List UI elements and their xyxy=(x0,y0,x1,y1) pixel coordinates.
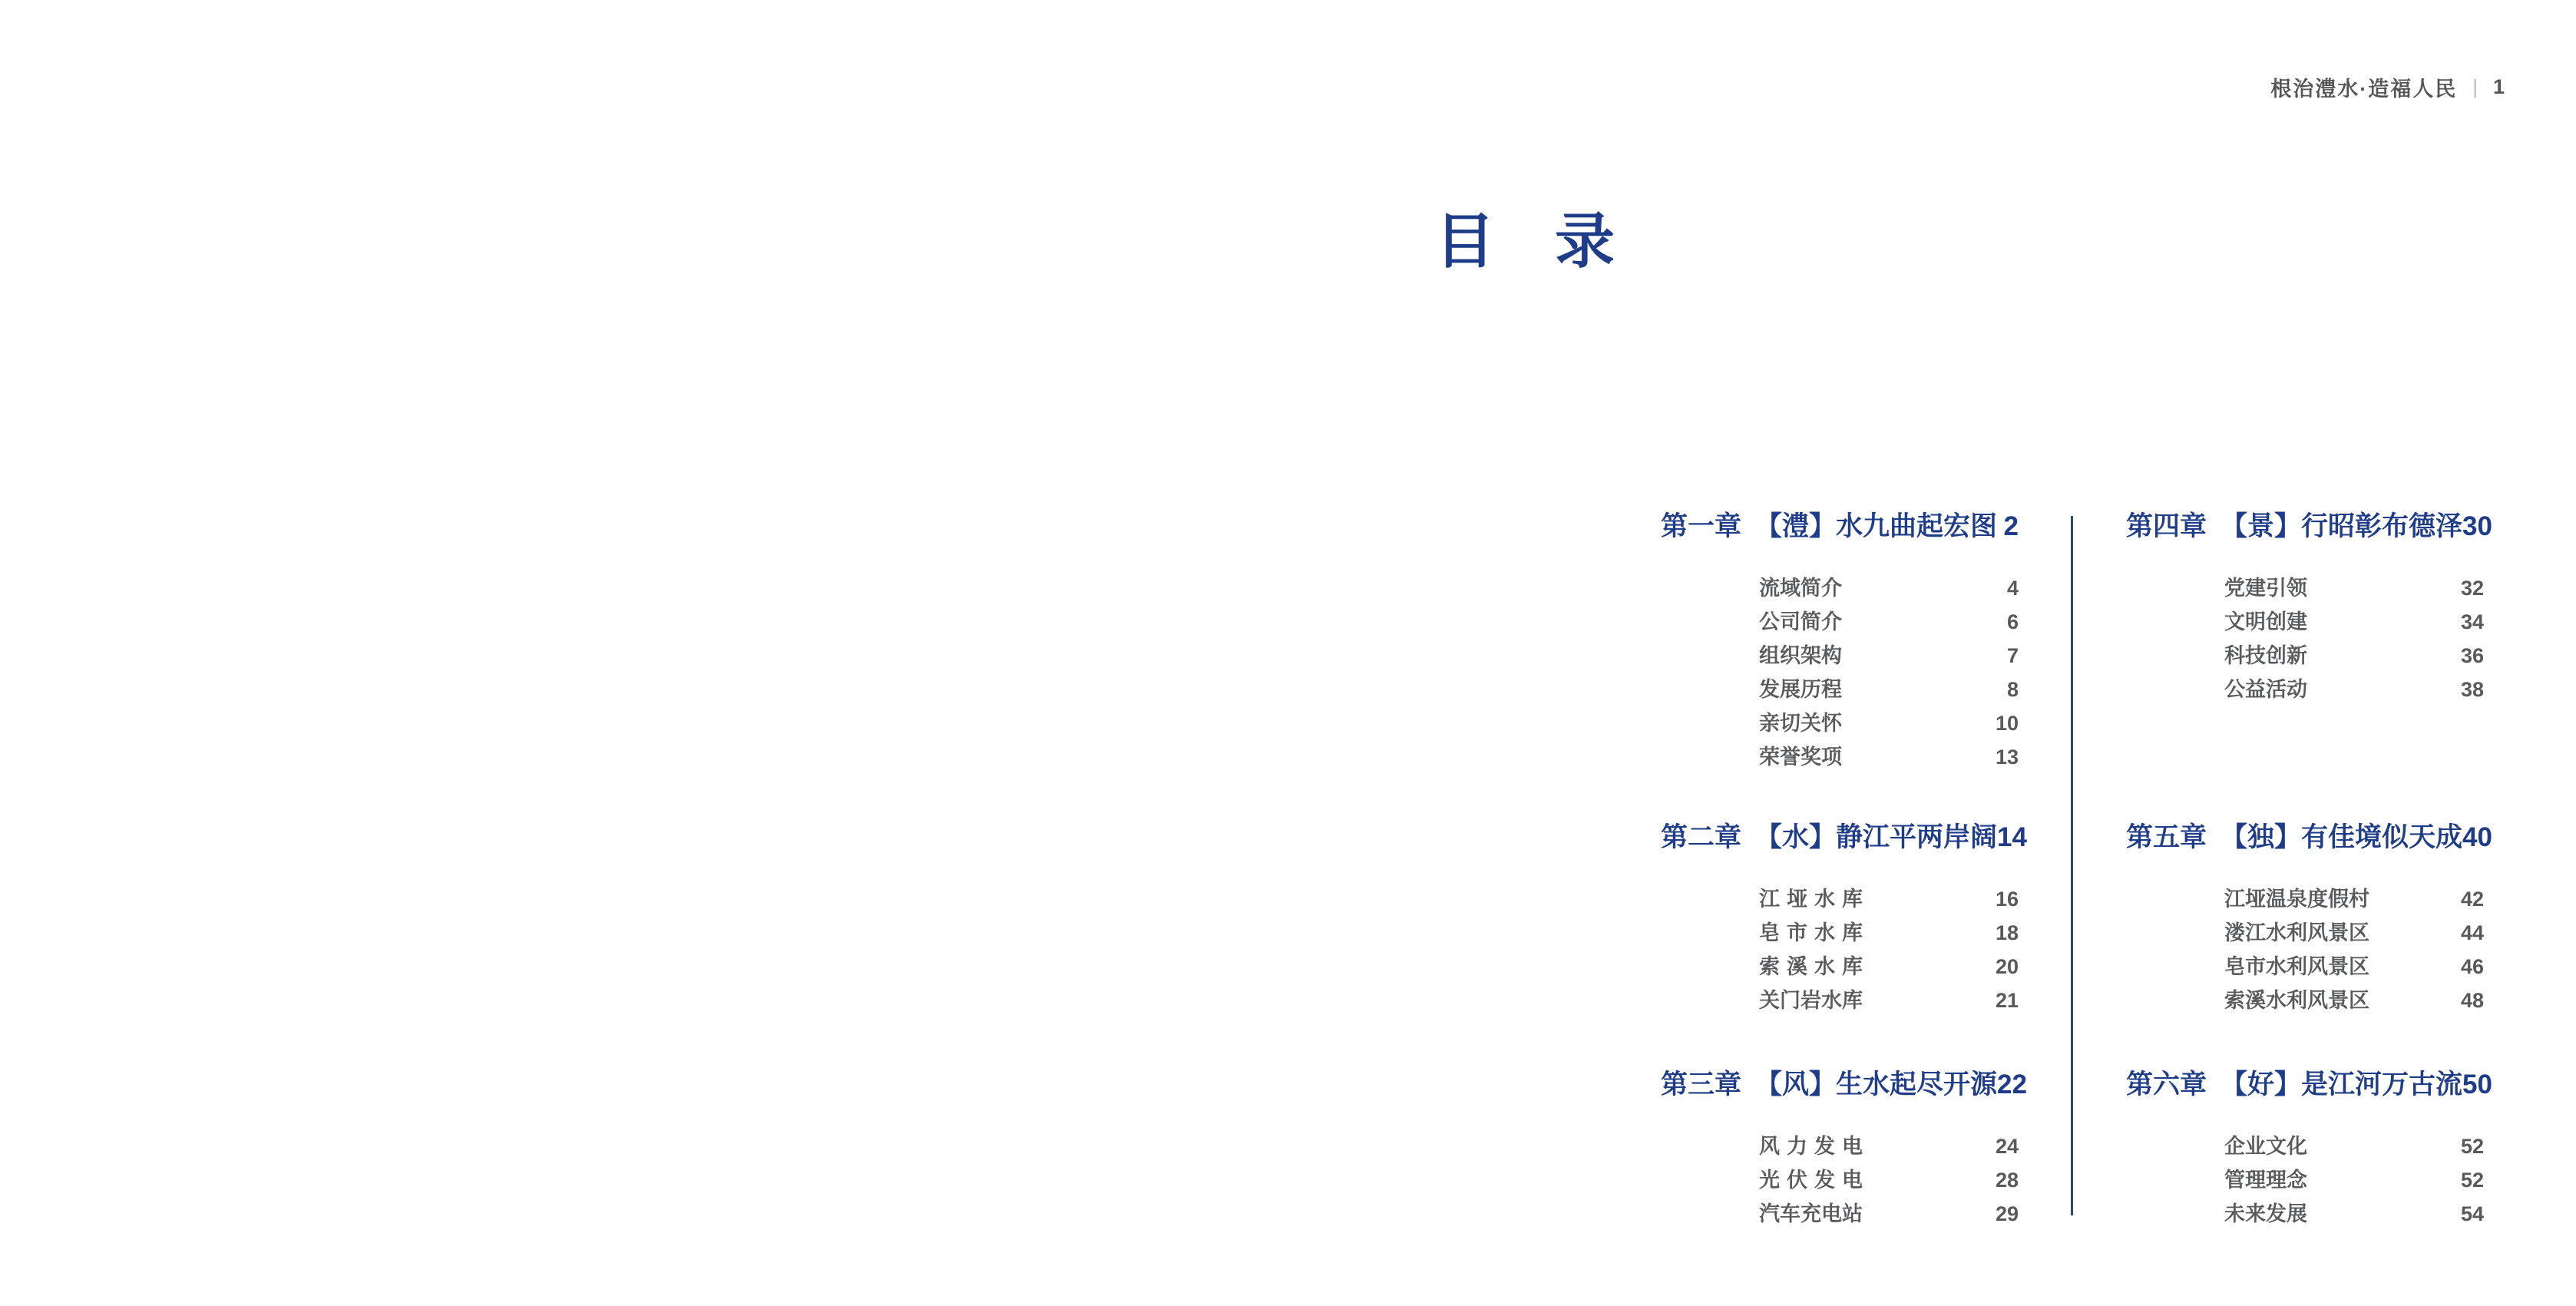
toc-item-list xyxy=(2126,882,2484,1017)
toc-item-label: 江垭温泉度假村 xyxy=(2224,888,2369,911)
toc-chapter-page-number: 2 xyxy=(2003,511,2019,541)
running-header xyxy=(2270,72,2505,102)
toc-item xyxy=(1759,1197,2019,1231)
toc-chapter-number-label: 第三章 xyxy=(1661,1070,1742,1099)
toc-item-page-number: 48 xyxy=(2460,989,2484,1012)
toc-item xyxy=(2224,571,2484,605)
toc-chapter-page-number: 50 xyxy=(2462,1070,2492,1099)
toc-chapter-heading xyxy=(2126,510,2492,544)
toc-item-list xyxy=(1661,882,2019,1017)
toc-item-label: 风力发电 xyxy=(1759,1135,1863,1158)
toc-item xyxy=(1759,916,2019,950)
toc-item-page-number: 6 xyxy=(2006,610,2019,633)
toc-item xyxy=(2224,1163,2484,1197)
toc-item-page-number: 7 xyxy=(2006,644,2019,667)
toc-item-page-number: 52 xyxy=(2460,1135,2484,1158)
toc-item-label: 未来发展 xyxy=(2224,1202,2307,1225)
toc-item-label: 皂市水利风景区 xyxy=(2224,955,2369,978)
toc-item-page-number: 21 xyxy=(1995,989,2019,1012)
toc-item-label: 光伏发电 xyxy=(1759,1169,1863,1192)
toc-item xyxy=(2224,605,2484,639)
toc-chapter-page-number: 40 xyxy=(2462,822,2492,852)
toc-item xyxy=(1759,984,2019,1017)
table-of-contents xyxy=(1661,510,2492,1247)
toc-item-page-number: 4 xyxy=(2006,577,2019,600)
toc-item-page-number: 16 xyxy=(1995,888,2019,911)
toc-item-label: 党建引领 xyxy=(2224,577,2307,600)
toc-chapter-number-label: 第二章 xyxy=(1661,822,1742,852)
toc-item xyxy=(1759,639,2019,673)
column-divider-line xyxy=(2071,516,2073,1215)
page-title: 目 录 xyxy=(1435,207,1615,276)
toc-chapter-title: 【澧】水九曲起宏图 xyxy=(1755,511,1998,541)
toc-item-page-number: 18 xyxy=(1995,921,2019,944)
toc-item-label: 管理理念 xyxy=(2224,1169,2307,1192)
toc-item-label: 组织架构 xyxy=(1759,644,1842,667)
toc-chapter-heading xyxy=(1661,510,2019,544)
toc-chapter-heading xyxy=(2126,821,2492,855)
toc-item-page-number: 29 xyxy=(1995,1202,2019,1225)
toc-item xyxy=(1759,605,2019,639)
toc-item-page-number: 38 xyxy=(2460,678,2484,701)
toc-chapter-title: 【独】有佳境似天成 xyxy=(2221,822,2463,852)
header-page-number: 1 xyxy=(2492,75,2505,98)
toc-item xyxy=(2224,639,2484,673)
toc-item xyxy=(1759,706,2019,740)
toc-item-label: 发展历程 xyxy=(1759,678,1842,701)
toc-item-page-number: 44 xyxy=(2460,921,2484,944)
toc-chapter-number-label: 第四章 xyxy=(2126,511,2207,541)
toc-chapter-page-number: 14 xyxy=(1997,822,2027,852)
toc-chapter-heading xyxy=(2126,1068,2492,1102)
toc-item xyxy=(2224,673,2484,706)
toc-chapter xyxy=(2126,1068,2492,1231)
toc-item-list xyxy=(1661,571,2019,774)
toc-item-page-number: 42 xyxy=(2460,888,2484,911)
toc-item xyxy=(2224,1197,2484,1231)
header-slogan: 根治澧水·造福人民 xyxy=(2270,78,2458,101)
toc-item-label: 文明创建 xyxy=(2224,610,2307,633)
toc-chapter-number-label: 第一章 xyxy=(1661,511,1742,541)
toc-item-page-number: 36 xyxy=(2460,644,2484,667)
toc-item xyxy=(2224,916,2484,950)
toc-item xyxy=(1759,882,2019,916)
toc-item-label: 企业文化 xyxy=(2224,1135,2307,1158)
toc-item xyxy=(2224,950,2484,984)
toc-item-page-number: 46 xyxy=(2460,955,2484,978)
toc-chapter-title: 【景】行昭彰布德泽 xyxy=(2221,511,2463,541)
toc-item xyxy=(2224,1129,2484,1163)
toc-chapter-title: 【好】是江河万古流 xyxy=(2221,1070,2463,1099)
toc-item-label: 流域简介 xyxy=(1759,577,1842,600)
toc-item-label: 公益活动 xyxy=(2224,678,2307,701)
toc-item-label: 亲切关怀 xyxy=(1759,712,1842,735)
toc-item-label: 皂市水库 xyxy=(1759,921,1863,944)
toc-item-list xyxy=(1661,1129,2019,1231)
toc-item-page-number: 8 xyxy=(2006,678,2019,701)
toc-item-page-number: 52 xyxy=(2460,1169,2484,1192)
toc-item xyxy=(1759,571,2019,605)
toc-item-list xyxy=(2126,1129,2484,1231)
toc-item xyxy=(1759,673,2019,706)
toc-item-label: 索溪水利风景区 xyxy=(2224,989,2369,1012)
toc-chapter-heading xyxy=(1661,1068,2027,1102)
toc-chapter xyxy=(1661,510,2019,774)
toc-item-label: 科技创新 xyxy=(2224,644,2307,667)
toc-item-page-number: 20 xyxy=(1995,955,2019,978)
toc-item-label: 公司简介 xyxy=(1759,610,1842,633)
toc-item-page-number: 28 xyxy=(1995,1169,2019,1192)
toc-item xyxy=(1759,950,2019,984)
toc-item-page-number: 54 xyxy=(2460,1202,2484,1225)
toc-chapter-title: 【风】生水起尽开源 xyxy=(1755,1070,1998,1099)
toc-item-label: 江垭水库 xyxy=(1759,888,1863,911)
toc-item-page-number: 13 xyxy=(1995,746,2019,769)
toc-item xyxy=(1759,1129,2019,1163)
toc-chapter-heading xyxy=(1661,821,2027,855)
toc-item-list xyxy=(2126,571,2484,706)
toc-item-page-number: 24 xyxy=(1995,1135,2019,1158)
toc-chapter xyxy=(2126,821,2492,1017)
toc-item-label: 索溪水库 xyxy=(1759,955,1863,978)
toc-item xyxy=(2224,984,2484,1017)
toc-item xyxy=(1759,740,2019,774)
toc-chapter-number-label: 第五章 xyxy=(2126,822,2207,852)
toc-chapter xyxy=(1661,1068,2027,1231)
toc-item-label: 溇江水利风景区 xyxy=(2224,921,2369,944)
toc-chapter-title: 【水】静江平两岸阔 xyxy=(1755,822,1998,852)
toc-item-label: 关门岩水库 xyxy=(1759,989,1863,1012)
toc-item xyxy=(2224,882,2484,916)
toc-chapter xyxy=(2126,510,2492,706)
toc-chapter-number-label: 第六章 xyxy=(2126,1070,2207,1099)
toc-item-page-number: 32 xyxy=(2460,577,2484,600)
toc-item xyxy=(1759,1163,2019,1197)
toc-item-page-number: 10 xyxy=(1995,712,2019,735)
toc-item-label: 荣誉奖项 xyxy=(1759,746,1842,769)
toc-item-page-number: 34 xyxy=(2460,610,2484,633)
header-separator: | xyxy=(2472,75,2478,98)
toc-chapter-page-number: 22 xyxy=(1997,1070,2027,1099)
toc-chapter-page-number: 30 xyxy=(2462,511,2492,541)
toc-chapter xyxy=(1661,821,2027,1017)
toc-item-label: 汽车充电站 xyxy=(1759,1202,1863,1225)
